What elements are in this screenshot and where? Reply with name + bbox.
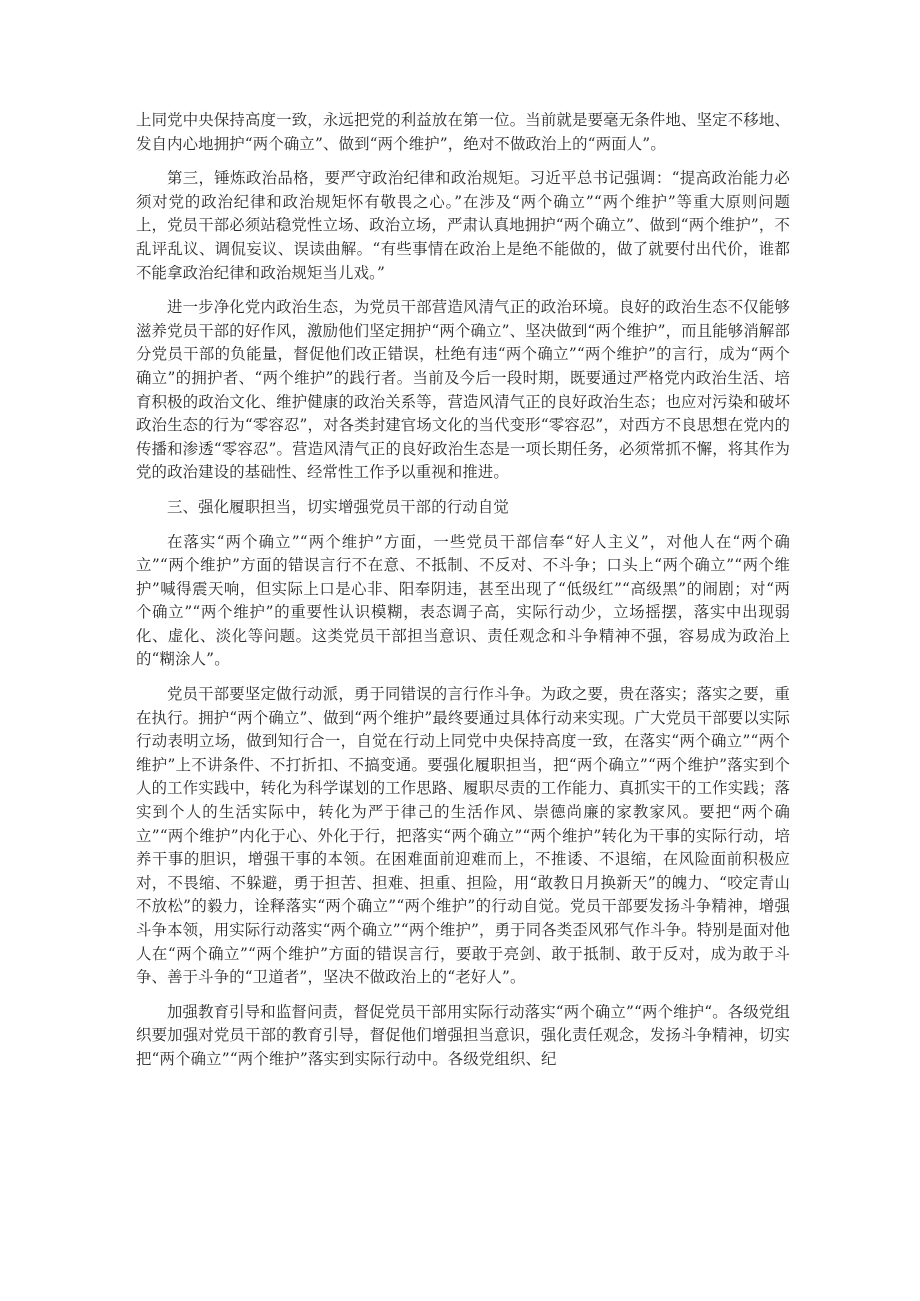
document-page	[136, 109, 790, 1083]
paragraph-education-supervision: 加强教育引导和监督问责，督促党员干部用实际行动落实“两个确立”“两个维护“。各级党组织要加强对党员干部的教育引导，督促他们增强担当意识，强化责任观念，发扬斗争精神，切实把“两个确立”“两个维护”落实到实际行动中。各级党组织、纪	[136, 1002, 790, 1068]
paragraph-problems: 在落实“两个确立”“两个维护”方面，一些党员干部信奉“好人主义”，对他人在“两个确立”“两个维护”方面的错误言行不在意、不抵制、不反对、不斗争；口头上“两个确立”“两个维护”喊得震天响，但实际上口是心非、阳奉阴违，甚至出现了“低级红”“高级黑”的闹剧；对“两个确立”“两个维护”的重要性认识模糊，表态调子高，实际行动少，立场摇摆，落实中出现弱化、虚化、淡化等问题。这类党员干部担当意识、责任观念和斗争精神不强，容易成为政治上的“糊涂人”。	[136, 532, 790, 669]
section-heading-three: 三、强化履职担当，切实增强党员干部的行动自觉	[167, 497, 509, 516]
paragraph-political-discipline: 第三，锤炼政治品格，要严守政治纪律和政治规矩。习近平总书记强调：“提高政治能力必须对党的政治纪律和政治规矩怀有敬畏之心。”在涉及“两个确立”“两个维护”等重大原则问题上，党员干部必须站稳党性立场、政治立场，严肃认真地拥护“两个确立”、做到“两个维护”，不乱评乱议、调侃妄议、误读曲解。“有些事情在政治上是绝不能做的，做了就要付出代价，谁都不能拿政治纪律和政治规矩当儿戏。”	[136, 169, 790, 282]
paragraph-action: 党员干部要坚定做行动派，勇于同错误的言行作斗争。为政之要，贵在落实；落实之要，重在执行。拥护“两个确立”、做到“两个维护”最终要通过具体行动来实现。广大党员干部要以实际行动表明立场，做到知行合一，自觉在行动上同党中央保持高度一致，在落实“两个确立”“两个维护”上不讲条件、不打折扣、不搞变通。要强化履职担当，把“两个确立”“两个维护”落实到个人的工作实践中，转化为科学谋划的工作思路、履职尽责的工作能力、真抓实干的工作实践；落实到个人的生活实际中，转化为严于律己的生活作风、崇德尚廉的家教家风。要把“两个确立”“两个维护”内化于心、外化于行，把落实“两个确立”“两个维护”转化为干事的实际行动，培养干事的胆识，增强干事的本领。在困难面前迎难而上，不推诿、不退缩，在风险面前积极应对，不畏缩、不躲避，勇于担苦、担难、担重、担险，用“敢教日月换新天”的魄力、“咬定青山不放松”的毅力，诠释落实“两个确立”“两个维护”的行动自觉。党员干部要发扬斗争精神，增强斗争本领，用实际行动落实“两个确立”“两个维护”，勇于同各类歪风邪气作斗争。特别是面对他人在“两个确立”“两个维护”方面的错误言行，要敢于亮剑、敢于抵制、敢于反对，成为敢于斗争、善于斗争的“卫道者”，坚决不做政治上的“老好人”。	[136, 685, 790, 987]
paragraph-continuation: 上同党中央保持高度一致，永远把党的利益放在第一位。当前就是要毫无条件地、坚定不移地、发自内心地拥护“两个确立”、做到“两个维护”，绝对不做政治上的“两面人”。	[136, 111, 790, 153]
paragraph-political-ecology: 进一步净化党内政治生态，为党员干部营造风清气正的政治环境。良好的政治生态不仅能够滋养党员干部的好作风，激励他们坚定拥护“两个确立”、坚决做到“两个维护”，而且能够消解部分党员干部的负能量，督促他们改正错误，杜绝有违“两个确立”“两个维护”的言行，成为“两个确立”的拥护者、“两个维护”的践行者。当前及今后一段时期，既要通过严格党内政治生活、培育积极的政治文化、维护健康的政治关系等，营造风清气正的良好政治生态；也应对污染和破坏政治生态的行为“零容忍”，对各类封建官场文化的当代变形“零容忍”，对西方不良思想在党内的传播和渗透“零容忍”。营造风清气正的良好政治生态是一项长期任务，必须常抓不懈，将其作为党的政治建设的基础性、经常性工作予以重视和推进。	[136, 298, 790, 482]
